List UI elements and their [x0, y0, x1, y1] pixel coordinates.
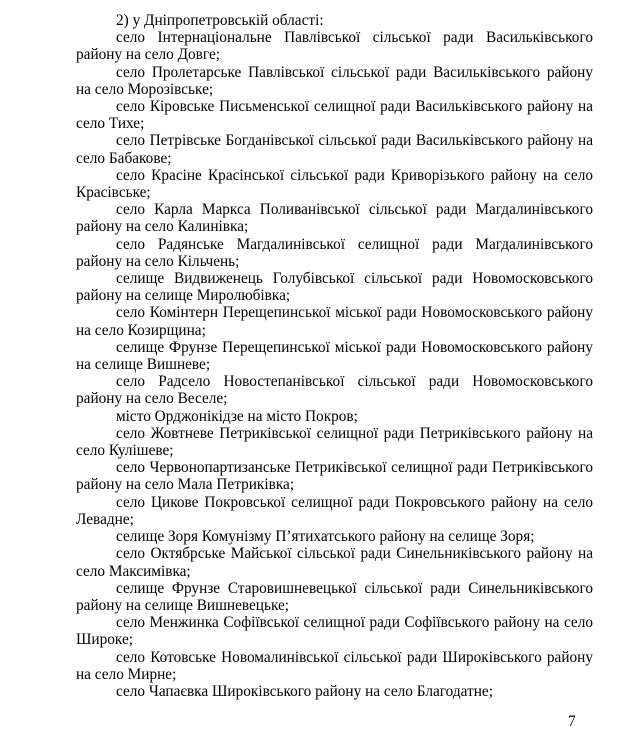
- list-item: селище Фрунзе Перещепинської міської ради Новомосковського району на селище Вишневе;: [76, 338, 593, 374]
- list-item: селище Зоря Комунізму П’ятихатського району на селище Зоря;: [116, 528, 535, 546]
- list-item: місто Орджонікідзе на місто Покров;: [116, 407, 358, 425]
- list-item: село Октябрське Майської сільської ради Синельниківського району на село Максимівка;: [76, 545, 593, 580]
- list-item: селище Фрунзе Старовишневецької сільської ради Синельниківського району на селище Вишневецьке;: [76, 579, 593, 614]
- list-item: село Красіне Красінської сільської ради Криворізького району на село Красівське;: [76, 166, 593, 202]
- list-item: село Пролетарське Павлівської сільської ради Васильківського району на село Морозівське;: [76, 63, 593, 98]
- document-page: [76, 12, 593, 700]
- list-item: село Котовське Новомалинівської сільської ради Широківського району на село Мирне;: [76, 648, 593, 683]
- list-item: село Петрівське Богданівської сільської ради Васильківського району на село Бабакове;: [76, 132, 593, 167]
- section-heading: 2) у Дніпропетровській області:: [116, 12, 324, 29]
- list-item: село Інтернаціональне Павлівської сільської ради Васильківського району на село Довге;: [76, 29, 593, 64]
- list-item: село Комінтерн Перещепинської міської ради Новомосковського району на село Козирщина;: [76, 304, 593, 339]
- list-item: село Жовтневе Петриківської селищної ради Петриківського району на село Кулішеве;: [76, 424, 593, 460]
- page-number: 7: [568, 713, 576, 730]
- list-item: село Радсело Новостепанівської сільської ради Новомосковського району на село Веселе;: [76, 373, 593, 408]
- list-item: село Червонопартизанське Петриківської селищної ради Петриківського району на село Мала Петриківка;: [76, 459, 593, 494]
- list-item: село Карла Маркса Поливанівської сільської ради Магдалинівського району на село Калинівка;: [76, 201, 593, 236]
- list-item: село Радянське Магдалинівської селищної ради Магдалинівського району на село Кільчень;: [76, 235, 593, 270]
- renaming-list: [76, 29, 593, 700]
- list-item: село Цикове Покровської селищної ради Покровського району на село Левадне;: [76, 493, 593, 528]
- list-item: селище Видвиженець Голубівської сільської ради Новомосковського району на селище Миролюбівка;: [76, 270, 593, 305]
- list-item: село Чапаєвка Широківського району на село Благодатне;: [116, 682, 493, 700]
- list-item: село Менжинка Софіївської селищної ради Софіївського району на село Широке;: [76, 614, 593, 649]
- list-item: село Кіровське Письменської селищної ради Васильківського району на село Тихе;: [76, 98, 593, 133]
